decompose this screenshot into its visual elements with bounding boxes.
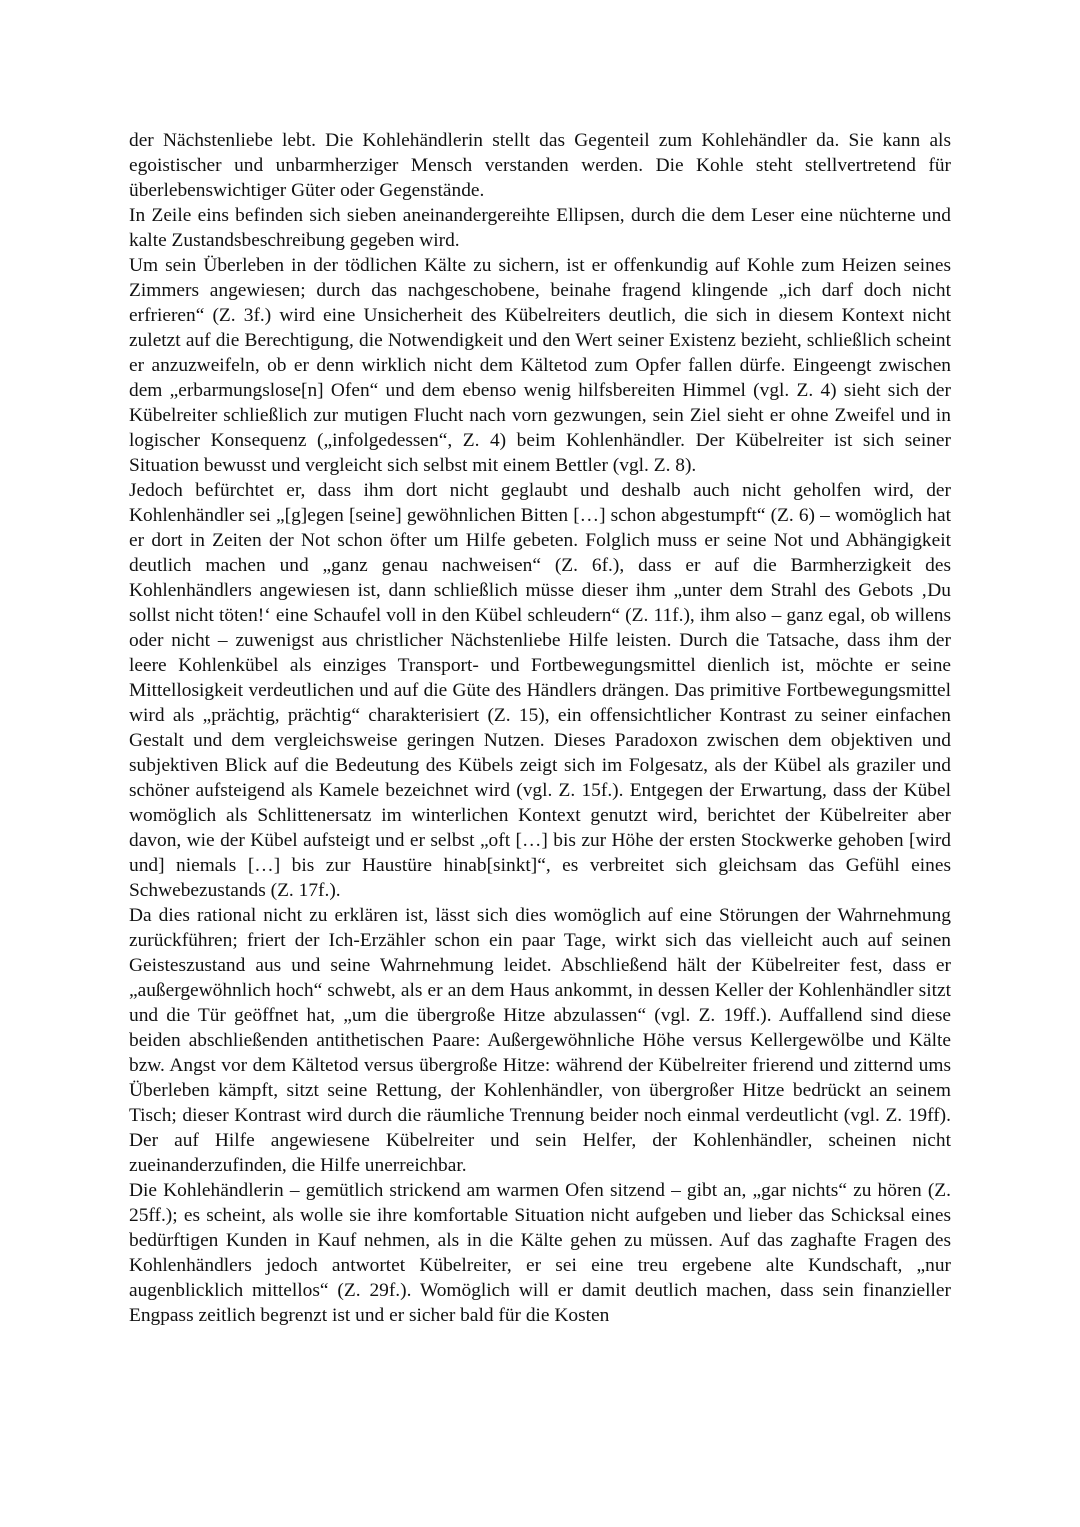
- paragraph-1: der Nächstenliebe lebt. Die Kohlehändlerin stellt das Gegenteil zum Kohlehändler da. Sie kann als egoistischer und unbarmherziger Mensch verstanden werden. Die Kohle steht stellvertretend für überlebenswichtiger Güter oder Gegenstände.: [129, 130, 951, 201]
- paragraph-5: Da dies rational nicht zu erklären ist, lässt sich dies womöglich auf eine Störungen der Wahrnehmung zurückführen; friert der Ich-Erzähler schon ein paar Tage, wirkt sich das vielleicht auch auf seinen Geisteszustand aus und seine Wahrnehmung leidet. Abschließend hält der Kübelreiter fest, dass er „außergewöhnlich hoch“ schwebt, als er an dem Haus ankommt, in dessen Keller der Kohlenhändler sitzt und die Tür geöffnet hat, „um die übergroße Hitze abzulassen“ (vgl. Z. 19ff.). Auffallend sind diese beiden abschließenden antithetischen Paare: Außergewöhnliche Höhe versus Kellergewölbe und Kälte bzw. Angst vor dem Kältetod versus übergroße Hitze: während der Kübelreiter frierend und zitternd ums Überleben kämpft, sitzt seine Rettung, der Kohlenhändler, von übergroßer Hitze bedrückt an seinem Tisch; dieser Kontrast wird durch die räumliche Trennung beider noch einmal verdeutlicht (vgl. Z. 19ff). Der auf Hilfe angewiesene Kübelreiter und sein Helfer, der Kohlenhändler, scheinen nicht zueinanderzufinden, die Hilfe unerreichbar.: [129, 905, 951, 1176]
- document-page: [129, 128, 951, 1328]
- paragraph-3: Um sein Überleben in der tödlichen Kälte zu sichern, ist er offenkundig auf Kohle zum Heizen seines Zimmers angewiesen; durch das nachgeschobene, beinahe fragend klingende „ich darf doch nicht erfrieren“ (Z. 3f.) wird eine Unsicherheit des Kübelreiters deutlich, die sich in diesem Kontext nicht zuletzt auf die Berechtigung, die Notwendigkeit und den Wert seiner Existenz bezieht, schließlich scheint er anzuzweifeln, ob er denn wirklich nicht dem Kältetod zum Opfer fallen dürfe. Eingeengt zwischen dem „erbarmungslose[n] Ofen“ und dem ebenso wenig hilfsbereiten Himmel (vgl. Z. 4) sieht sich der Kübelreiter schließlich zur mutigen Flucht nach vorn gezwungen, sein Ziel sieht er ohne Zweifel und in logischer Konsequenz („infolgedessen“, Z. 4) beim Kohlenhändler. Der Kübelreiter ist sich seiner Situation bewusst und vergleicht sich selbst mit einem Bettler (vgl. Z. 8).: [129, 255, 951, 476]
- paragraph-2: In Zeile eins befinden sich sieben aneinandergereihte Ellipsen, durch die dem Leser eine nüchterne und kalte Zustandsbeschreibung gegeben wird.: [129, 205, 951, 251]
- paragraph-6: Die Kohlehändlerin – gemütlich strickend am warmen Ofen sitzend – gibt an, „gar nichts“ zu hören (Z. 25ff.); es scheint, als wolle sie ihre komfortable Situation nicht aufgeben und lieber das Schicksal eines bedürftigen Kunden in Kauf nehmen, als in die Kälte gehen zu müssen. Auf das zaghafte Fragen des Kohlenhändlers jedoch antwortet Kübelreiter, er sei eine treu ergebene alte Kundschaft, „nur augenblicklich mittellos“ (Z. 29f.). Womöglich will er damit deutlich machen, dass sein finanzieller Engpass zeitlich begrenzt ist und er sicher bald für die Kosten: [129, 1180, 951, 1326]
- paragraph-4: Jedoch befürchtet er, dass ihm dort nicht geglaubt und deshalb auch nicht geholfen wird, der Kohlenhändler sei „[g]egen [seine] gewöhnlichen Bitten […] schon abgestumpft“ (Z. 6) – womöglich hat er dort in Zeiten der Not schon öfter um Hilfe gebeten. Folglich muss er seine Not und Abhängigkeit deutlich machen und „ganz genau nachweisen“ (Z. 6f.), dass er auf die Barmherzigkeit des Kohlenhändlers angewiesen ist, dann schließlich müsse dieser ihm „unter dem Strahl des Gebots ‚Du sollst nicht töten!‘ eine Schaufel voll in den Kübel schleudern“ (Z. 11f.), ihm also – ganz egal, ob willens oder nicht – zuwenigst aus christlicher Nächstenliebe Hilfe leisten. Durch die Tatsache, dass ihm der leere Kohlenkübel als einziges Transport- und Fortbewegungsmittel dienlich ist, möchte er seine Mittellosigkeit verdeutlichen und auf die Güte des Händlers drängen. Das primitive Fortbewegungsmittel wird als „prächtig, prächtig“ charakterisiert (Z. 15), ein offensichtlicher Kontrast zu seiner einfachen Gestalt und dem vergleichsweise geringen Nutzen. Dieses Paradoxon zwischen dem objektiven und subjektiven Blick auf die Bedeutung des Kübels zeigt sich im Folgesatz, als der Kübel als graziler und schöner aufsteigend als Kamele bezeichnet wird (vgl. Z. 15f.). Entgegen der Erwartung, dass der Kübel womöglich als Schlittenersatz im winterlichen Kontext genutzt wird, berichtet der Kübelreiter aber davon, wie der Kübel aufsteigt und er selbst „oft […] bis zur Höhe der ersten Stockwerke gehoben [wird und] niemals […] bis zur Haustüre hinab[sinkt]“, es verbreitet sich gleichsam das Gefühl eines Schwebezustands (Z. 17f.).: [129, 480, 951, 901]
